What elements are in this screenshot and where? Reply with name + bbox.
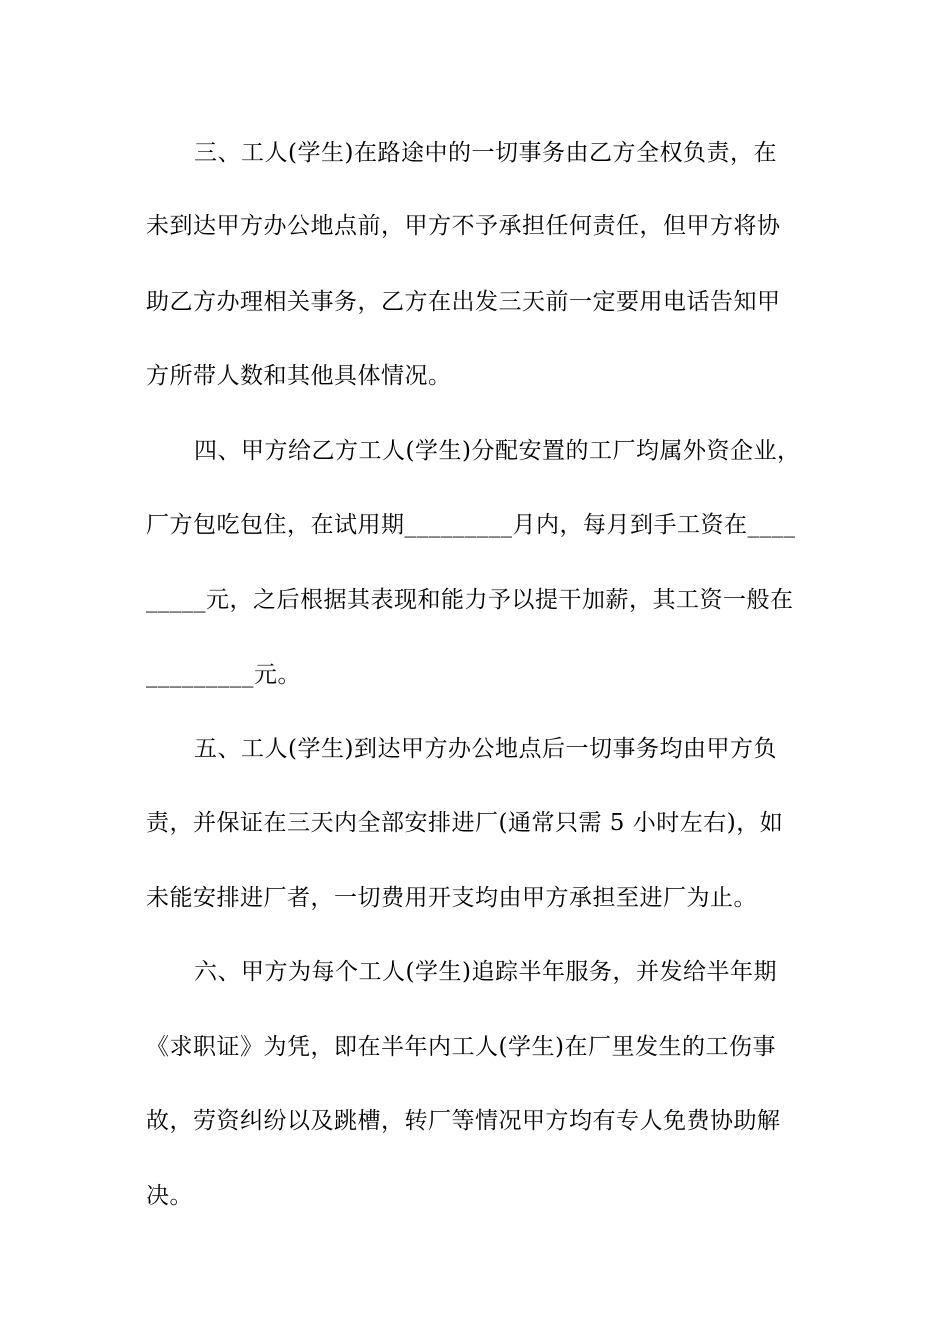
paragraph-3-line-1: 三、工人(学生)在路途中的一切事务由乙方全权负责，在 bbox=[194, 140, 777, 166]
paragraph-5-line-3: 未能安排进厂者，一切费用开支均由甲方承担至进厂为止。 bbox=[146, 885, 757, 911]
paragraph-6-line-3: 故，劳资纠纷以及跳槽，转厂等情况甲方均有专人免费协助解 bbox=[146, 1108, 781, 1134]
paragraph-6-line-4: 决。 bbox=[146, 1183, 193, 1209]
paragraph-5-line-1: 五、工人(学生)到达甲方办公地点后一切事务均由甲方负 bbox=[194, 736, 777, 762]
paragraph-4-line-1: 四、甲方给乙方工人(学生)分配安置的工厂均属外资企业， bbox=[194, 438, 801, 464]
paragraph-3-line-4: 方所带人数和其他具体情况。 bbox=[146, 363, 452, 389]
paragraph-5-line-2: 责，并保证在三天内全部安排进厂(通常只需 5 小时左右)，如 bbox=[146, 810, 784, 836]
paragraph-4-line-2: 厂方包吃包住，在试用期_________月内，每月到手工资在____ bbox=[146, 512, 796, 538]
paragraph-4-line-4: _________元。 bbox=[146, 662, 301, 688]
paragraph-6-line-1: 六、甲方为每个工人(学生)追踪半年服务，并发给半年期 bbox=[194, 959, 777, 985]
paragraph-3-line-3: 助乙方办理相关事务，乙方在出发三天前一定要用电话告知甲 bbox=[146, 289, 781, 315]
paragraph-3-line-2: 未到达甲方办公地点前，甲方不予承担任何责任，但甲方将协 bbox=[146, 213, 781, 239]
paragraph-4-line-3: _____元，之后根据其表现和能力予以提干加薪，其工资一般在 bbox=[146, 587, 794, 613]
paragraph-6-line-2: 《求职证》为凭，即在半年内工人(学生)在厂里发生的工伤事 bbox=[146, 1034, 776, 1060]
